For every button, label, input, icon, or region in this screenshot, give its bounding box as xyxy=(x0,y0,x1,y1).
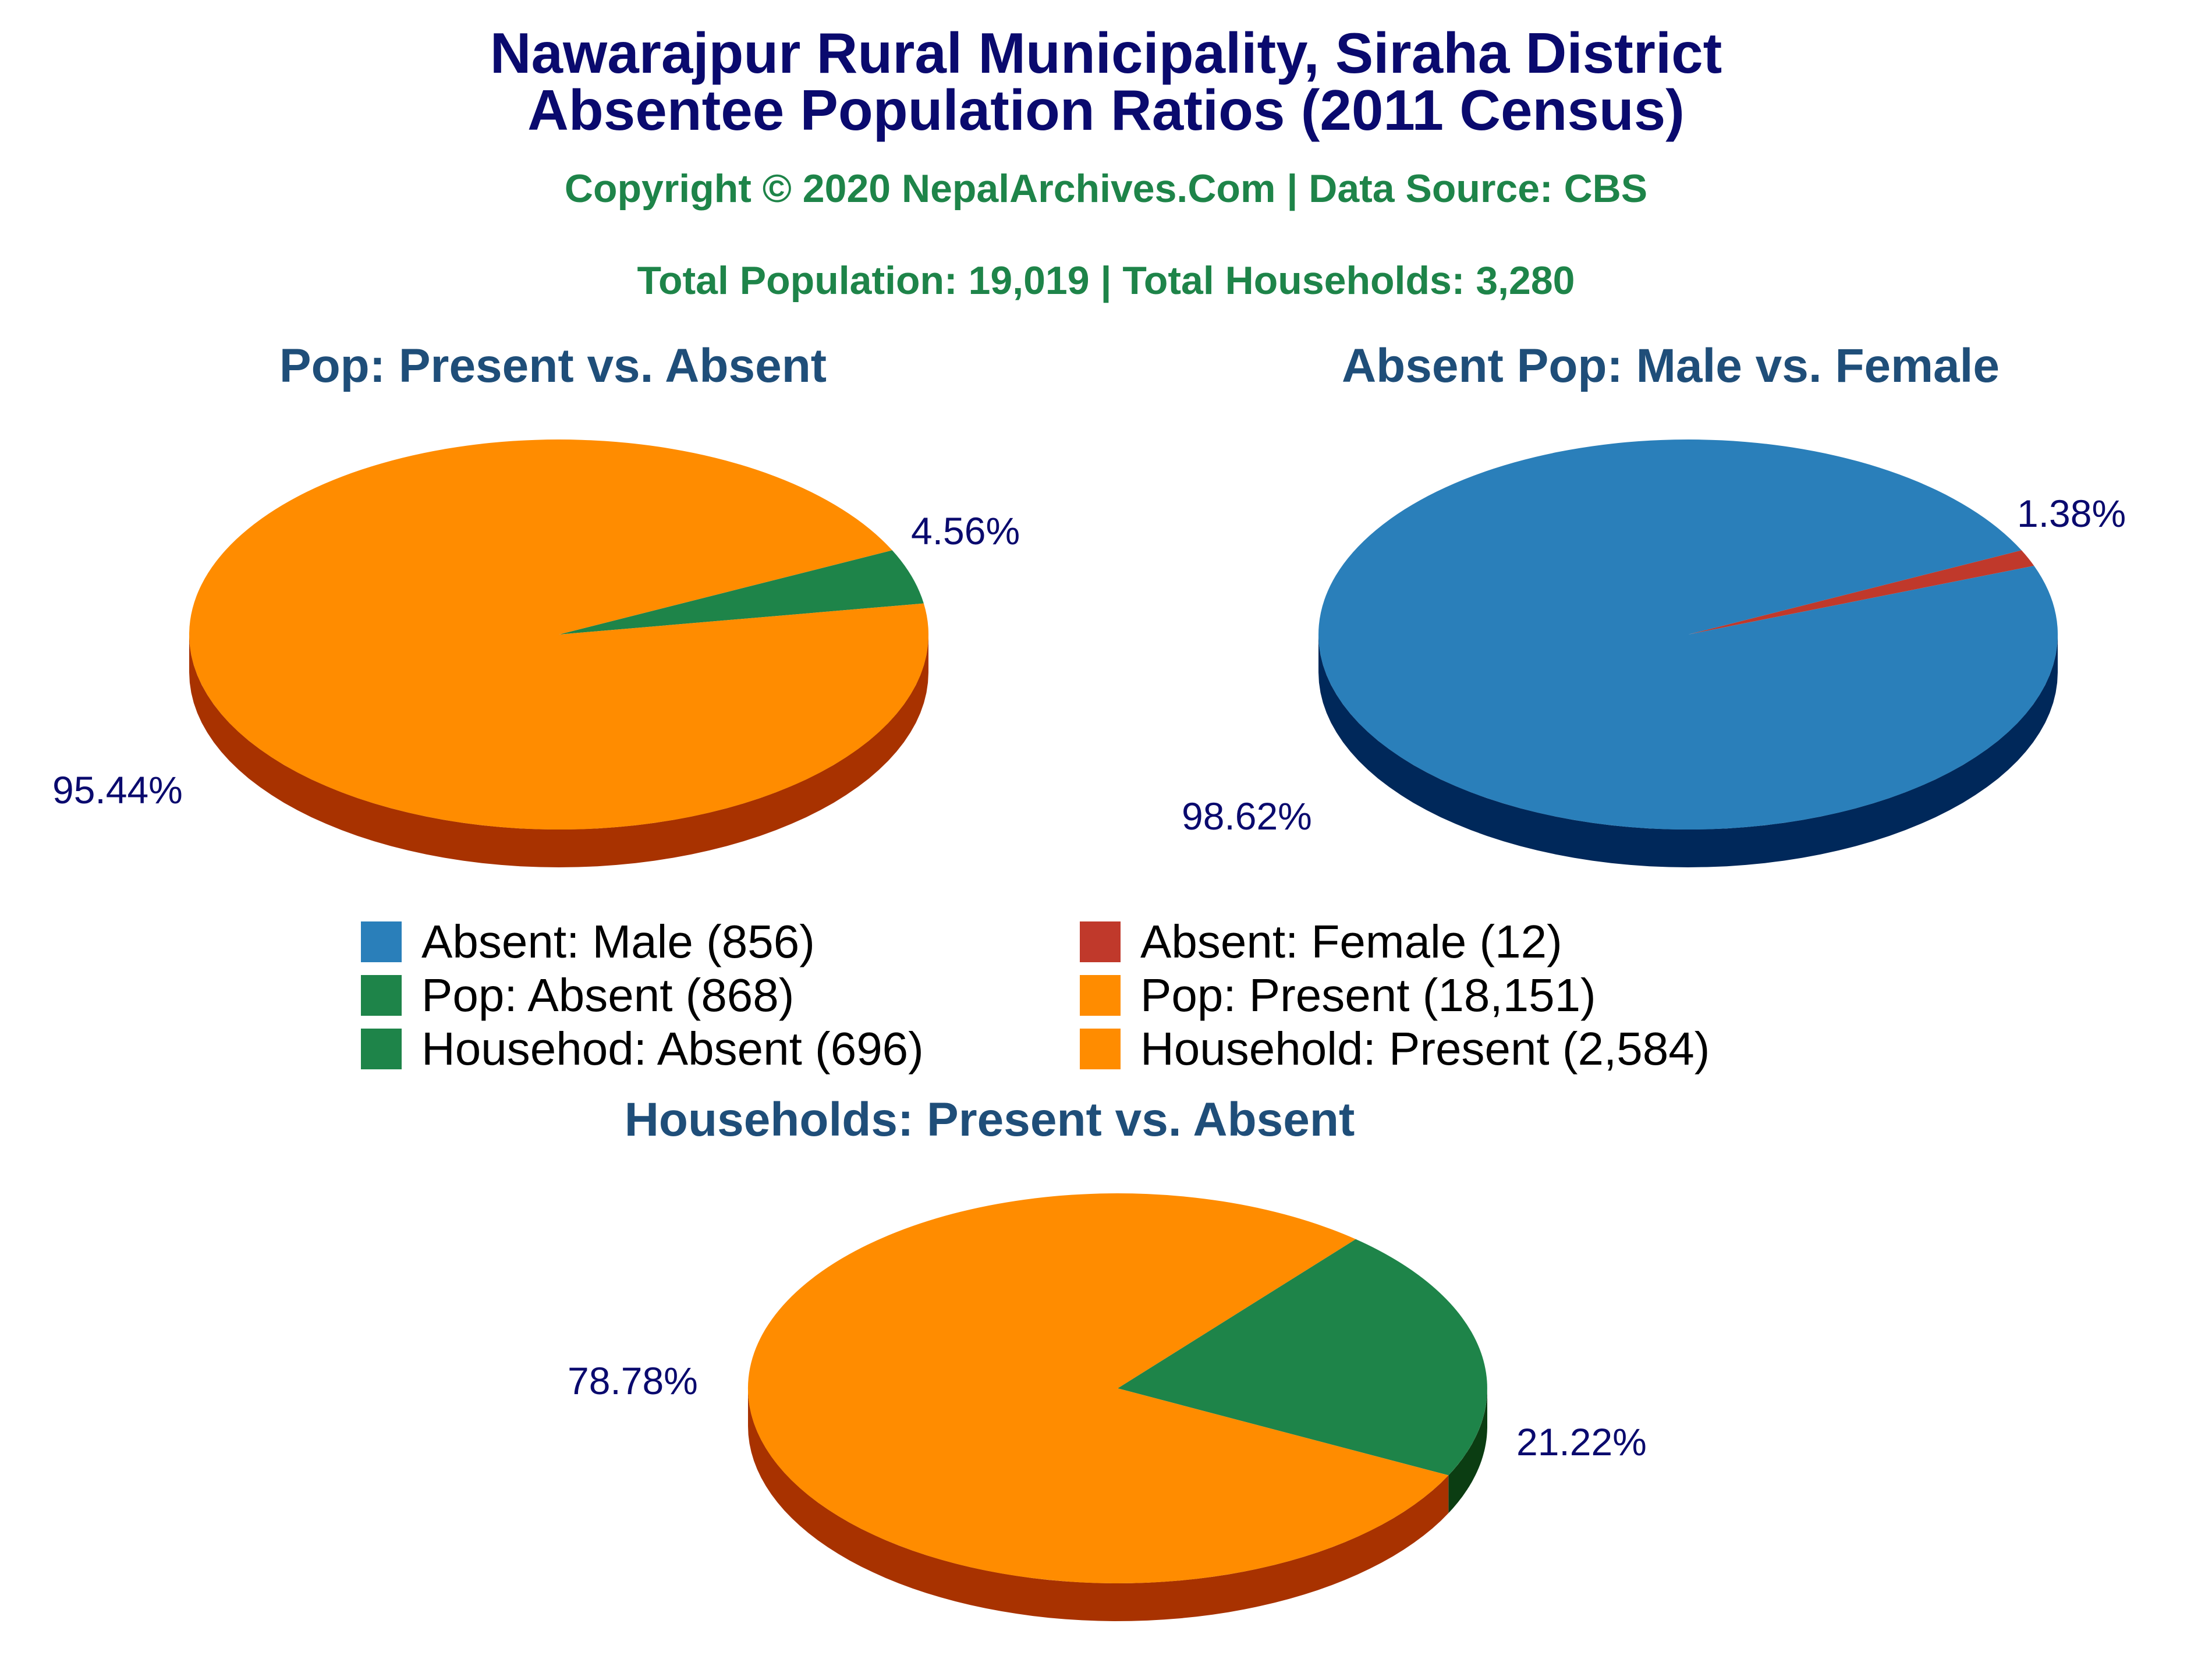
legend-label: Househod: Absent (696) xyxy=(421,1023,924,1075)
chart-title-line-2: Absentee Population Ratios (2011 Census) xyxy=(527,78,1685,142)
pie-chart-1 xyxy=(52,439,1020,867)
pie-percent-label-1-1: 4.56% xyxy=(911,509,1020,552)
pie-percent-label-2-1: 1.38% xyxy=(2017,492,2126,535)
copyright-subtitle: Copyright © 2020 NepalArchives.Com | Data Source: CBS xyxy=(564,166,1648,211)
legend-label: Absent: Female (12) xyxy=(1140,916,1562,967)
legend-label: Absent: Male (856) xyxy=(421,916,815,967)
pie-slice-2-2 xyxy=(1318,439,2058,830)
pie-percent-label-2-2: 98.62% xyxy=(1182,795,1312,838)
pie-slice-1-2 xyxy=(189,439,928,830)
pie-percent-label-3-1: 21.22% xyxy=(1516,1420,1647,1463)
pie-title-absent-gender: Absent Pop: Male vs. Female xyxy=(1341,339,2000,392)
chart-title-line-1: Nawarajpur Rural Municipality, Siraha District xyxy=(490,21,1722,85)
pie-percent-label-3-2: 78.78% xyxy=(568,1359,698,1402)
legend-label: Household: Present (2,584) xyxy=(1140,1023,1710,1075)
pie-title-households: Households: Present vs. Absent xyxy=(624,1093,1355,1146)
totals-subtitle: Total Population: 19,019 | Total Households: 3,280 xyxy=(637,258,1575,303)
pie-percent-label-1-2: 95.44% xyxy=(52,768,183,811)
pie-chart-3 xyxy=(568,1193,1647,1621)
pie-title-population: Pop: Present vs. Absent xyxy=(279,339,827,392)
pie-chart-2 xyxy=(1182,439,2126,867)
legend-label: Pop: Absent (868) xyxy=(421,969,795,1021)
legend-label: Pop: Present (18,151) xyxy=(1140,969,1596,1021)
